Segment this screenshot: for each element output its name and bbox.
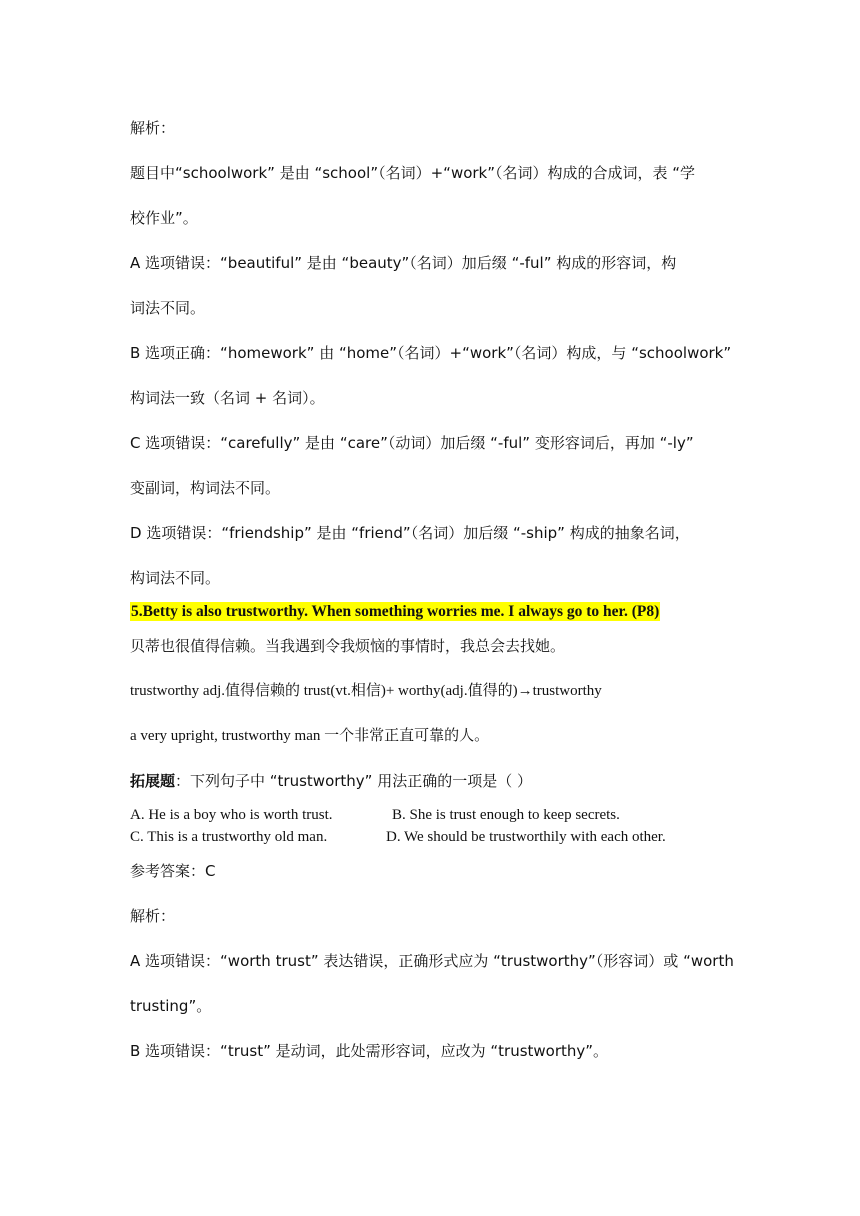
explanation-intro-line1: 题目中“schoolwork” 是由 “school”（名词）+“work”（名词）构成的合成词，表 “学 (130, 164, 696, 182)
explanation-heading: 解析： (130, 119, 176, 137)
option-a-analysis-line1: A 选项错误：“beautiful” 是由 “beauty”（名词）加后缀 “-ful” 构成的形容词，构 (130, 254, 677, 272)
extension-question (130, 771, 532, 791)
extension-answer: 参考答案：C (130, 862, 216, 880)
extension-option-c: C. This is a trustworthy old man. (130, 829, 328, 845)
option-b-analysis-line1: B 选项正确：“homework” 由 “home”（名词）+“work”（名词）构成，与 “schoolwork” (130, 344, 732, 362)
extension-option-b: B. She is trust enough to keep secrets. (392, 807, 620, 823)
item5-translation: 贝蒂也很值得信赖。当我遇到令我烦恼的事情时，我总会去找她。 (130, 637, 566, 655)
extension-option-a: A. He is a boy who is worth trust. (130, 807, 333, 823)
extension-question-text: ：下列句子中 “trustworthy” 用法正确的一项是（ ） (175, 772, 532, 790)
option-b-analysis-line2: 构词法一致（名词 + 名词）。 (130, 389, 325, 407)
option-c-analysis-line2: 变副词，构词法不同。 (130, 479, 281, 497)
explanation2-option-b-line1: B 选项错误：“trust” 是动词，此处需形容词，应改为 “trustworthy”。 (130, 1042, 609, 1060)
explanation2-option-a-line1: A 选项错误：“worth trust” 表达错误，正确形式应为 “trustworthy”（形容词）或 “worth (130, 952, 734, 970)
explanation2-heading: 解析： (130, 907, 176, 925)
item5-sentence-row (130, 601, 660, 622)
item5-highlighted-sentence: 5.Betty is also trustworthy. When something worries me. I always go to her. (P8) (131, 603, 660, 620)
option-d-analysis-line2: 构词法不同。 (130, 569, 221, 587)
option-d-analysis-line1: D 选项错误：“friendship” 是由 “friend”（名词）加后缀 “-ship” 构成的抽象名词， (130, 524, 690, 542)
explanation-intro-line2: 校作业”。 (130, 209, 198, 227)
item5-word-note: trustworthy adj.值得信赖的 trust(vt.相信)+ worthy(adj.值得的)→trustworthy (130, 683, 602, 699)
item5-example: a very upright, trustworthy man 一个非常正直可靠的人。 (130, 728, 490, 744)
explanation2-option-a-line2: trusting”。 (130, 997, 212, 1015)
extension-option-d: D. We should be trustworthily with each other. (386, 829, 666, 845)
option-a-analysis-line2: 词法不同。 (130, 299, 206, 317)
option-c-analysis-line1: C 选项错误：“carefully” 是由 “care”（动词）加后缀 “-ful” 变形容词后，再加 “-ly” (130, 434, 694, 452)
extension-label: 拓展题 (130, 772, 176, 790)
